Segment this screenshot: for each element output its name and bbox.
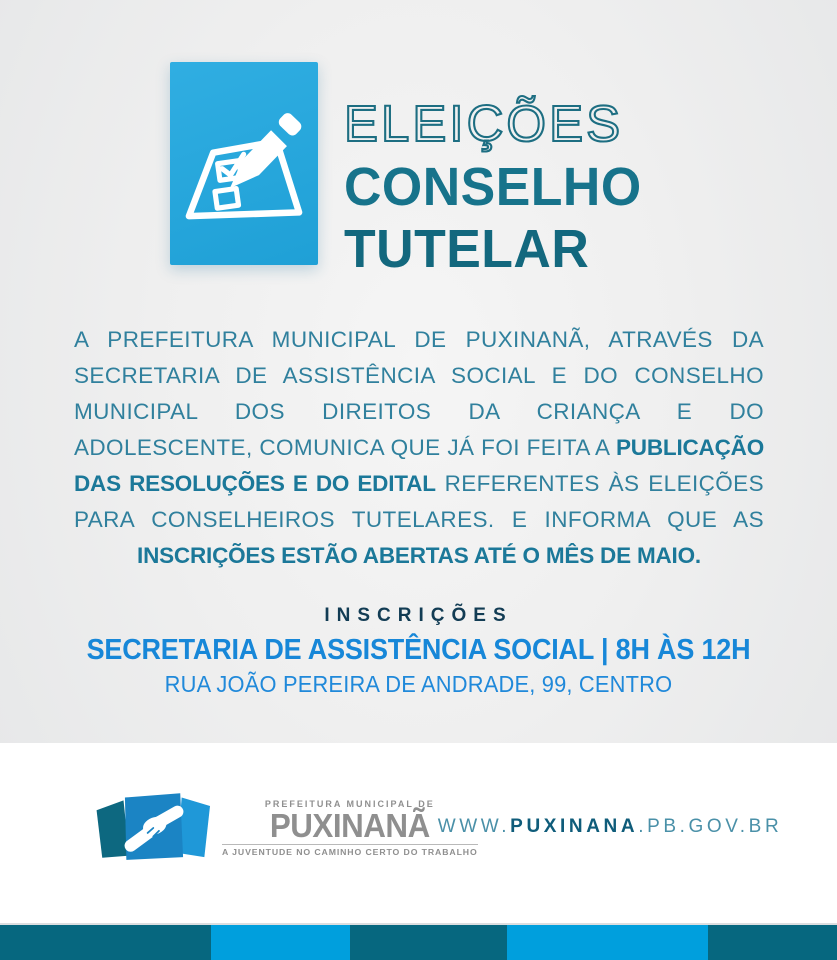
logo-tagline: A JUVENTUDE NO CAMINHO CERTO DO TRABALHO — [222, 844, 478, 857]
website-suffix: .PB.GOV.BR — [638, 816, 783, 837]
stripe-segment — [350, 925, 507, 960]
announcement-bold-text: INSCRIÇÕES ESTÃO ABERTAS ATÉ O MÊS DE MAIO. — [137, 543, 701, 568]
inscriptions-label: INSCRIÇÕES — [324, 605, 513, 626]
announcement-text: A PREFEITURA MUNICIPAL DE PUXINANÃ, ATRAVÉS DA SECRETARIA DE ASSISTÊNCIA SOCIAL E DO CONSELHO MUNICIPAL DOS DIREITOS DA CRIANÇA E DO ADOLESCENTE, COMUNICA QUE JÁ FOI FEITA A — [74, 327, 764, 460]
title-line-tutelar: TUTELAR — [344, 219, 590, 279]
announcement-bold-text: PUBLICAÇÃO DAS RESOLUÇÕES E DO EDITAL — [74, 435, 764, 496]
title-line-conselho: CONSELHO — [344, 157, 642, 217]
logo-city-name: PUXINANÃ — [269, 807, 430, 845]
website-prefix: WWW. — [437, 816, 511, 837]
inscriptions-block — [0, 605, 837, 698]
stripe-segment — [507, 925, 708, 960]
logo-top-label: PREFEITURA MUNICIPAL DE — [264, 799, 435, 810]
inscriptions-address: RUA JOÃO PEREIRA DE ANDRADE, 99, CENTRO — [164, 671, 673, 697]
stripe-segment — [0, 925, 211, 960]
ballot-pencil-icon — [174, 106, 314, 246]
footer-band — [0, 743, 837, 923]
handshake-panels-icon — [92, 789, 216, 867]
stripe-segment — [708, 925, 837, 960]
ballot-icon-box — [170, 62, 318, 265]
website-link[interactable] — [420, 816, 800, 838]
page-title — [344, 95, 654, 279]
announcement-paragraph — [74, 322, 764, 574]
announcement-text: REFERENTES ÀS ELEIÇÕES PARA CONSELHEIROS TUTELARES. E INFORMA QUE AS — [74, 471, 764, 532]
website-domain: PUXINANA — [510, 816, 639, 837]
stripe-segment — [211, 925, 350, 960]
bottom-color-stripes — [0, 925, 837, 960]
title-line-eleicoes: ELEIÇÕES — [344, 95, 624, 152]
inscriptions-venue-hours: SECRETARIA DE ASSISTÊNCIA SOCIAL | 8H ÀS 12H — [86, 634, 751, 666]
